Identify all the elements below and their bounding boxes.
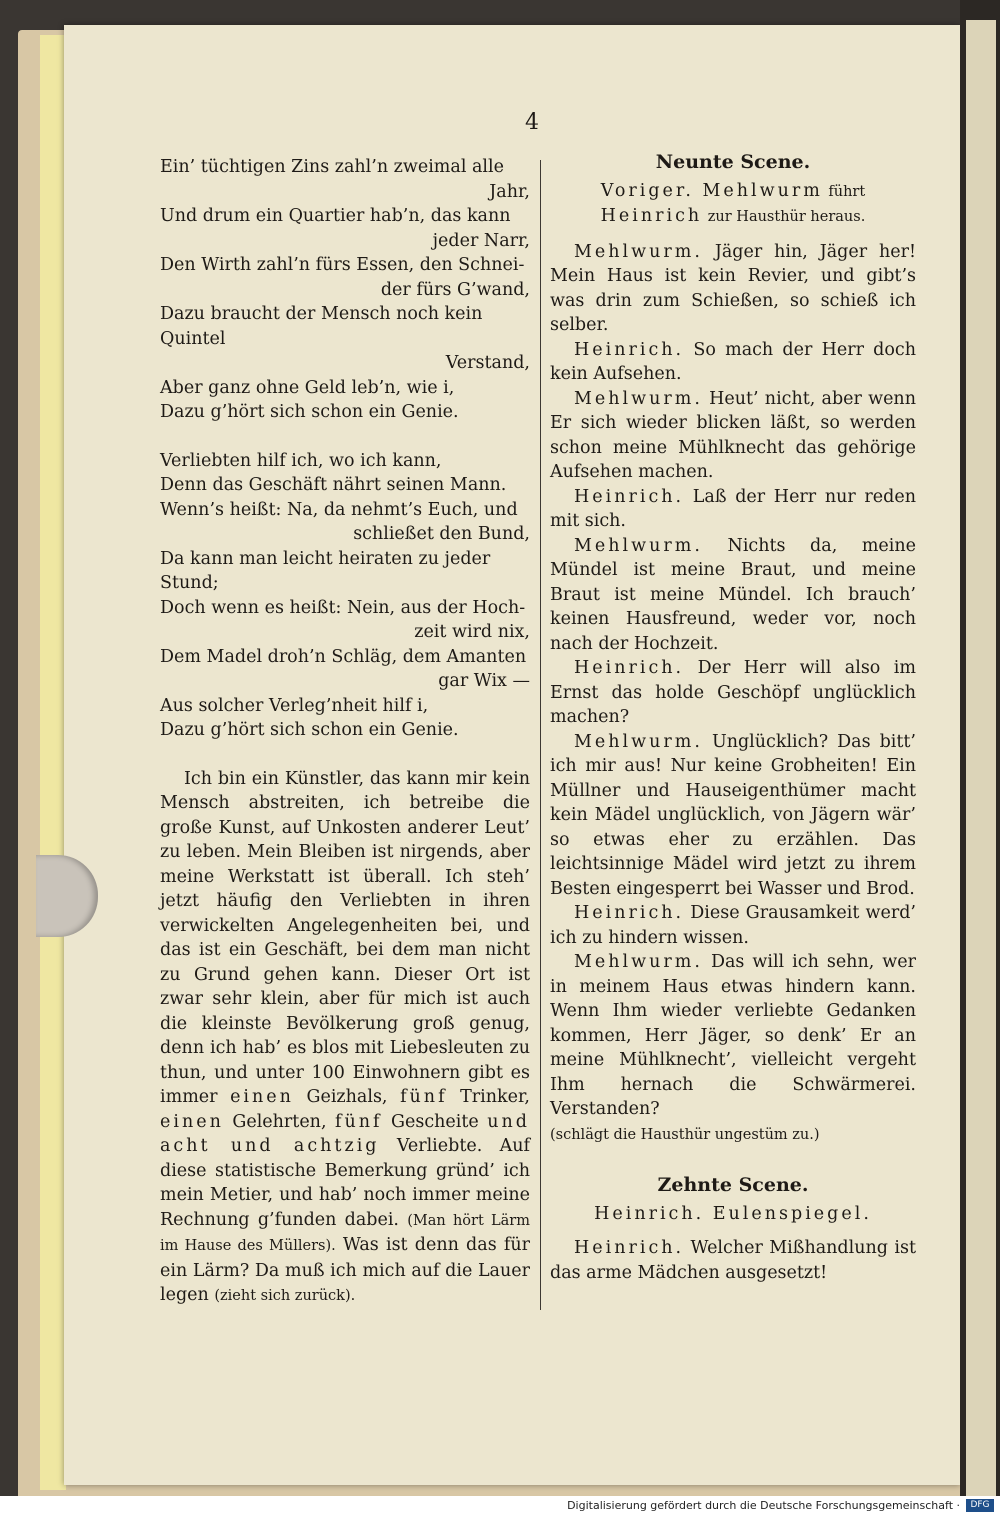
speaker: Mehlwurm. <box>574 388 703 409</box>
speech <box>550 901 916 950</box>
speech <box>550 387 916 485</box>
verse-stanza-1 <box>160 155 530 425</box>
verse-line: Aber ganz ohne Geld leb’n, wie i, <box>160 377 455 398</box>
adjacent-page-strip <box>966 20 996 1496</box>
prose-part: Verliebte. Auf diese statistische Bemerkung gründ’ ich mein Metier, und hab’ noch immer meine Rechnung g’funden dabei. <box>160 1136 530 1230</box>
stage-direction: (Man hört Lärm im Hause des Müllers). <box>160 1212 530 1254</box>
speech-text: Unglücklich? Das bitt’ ich mir aus! Nur keine Grobheiten! Ein Müllner und Hauseigenthümer macht kein Mädel unglücklich, von Jägern wär’ so etwas eher zu erzählen. Das leichtsinnige Mädel wird jetzt zu ihrem Besten eingesperrt bei Wasser und Brod. <box>550 731 916 899</box>
scene-title: Zehnte Scene. <box>657 1174 809 1196</box>
speech-text: Heut’ nicht, aber wenn Er sich wieder blicken läßt, so werden schon meine Mühlknecht das gehörige Aufsehen machen. <box>550 388 916 482</box>
speaker: Heinrich. <box>574 903 685 923</box>
speech-text: Nichts da, meine Mündel ist meine Braut, und meine Braut ist meine Mündel. Ich brauch’ keinen Hausfreund, weder vor, noch nach der Hochzeit. <box>550 535 916 654</box>
speech <box>550 950 916 1122</box>
speech <box>550 485 916 534</box>
verse-line: Da kann man leicht heiraten zu jeder Stund; <box>160 548 491 593</box>
speaker: Mehlwurm. <box>574 952 703 972</box>
speaker: Mehlwurm. <box>574 241 703 262</box>
verse-stanza-2 <box>160 449 530 743</box>
verse-line-continuation: Verstand, <box>445 353 530 373</box>
verse-line: Dazu g’hört sich schon ein Genie. <box>160 720 459 740</box>
speaker: Mehlwurm. <box>574 731 703 752</box>
prose-part: Ich bin ein Künstler, das kann mir kein Mensch abstreiten, ich betreibe die große Kunst, auf Unkosten anderer Leut’ zu leben. Mein Bleiben ist nirgends, aber meine Werkstatt ist überall. Ich steh’ jetzt häufig den Verliebten in ihren verwickelten Angelegenheiten bei, und das ist ein Geschäft, bei dem man nicht zu Grund gehen kann. Dieser Ort ist zwar sehr klein, aber für mich ist auch die kleinste Bevölkerung groß genug, denn ich hab’ es blos mit Liebesleuten zu thun, und unter 100 Einwohnern gibt es immer <box>160 768 530 1107</box>
verse-line: Ein’ tüchtigen Zins zahl’n zweimal alle <box>160 157 504 177</box>
dialogue <box>550 240 916 1122</box>
adjacent-page-edge <box>960 0 1000 1496</box>
verse-line: Dem Madel droh’n Schläg, dem Amanten <box>160 646 527 667</box>
spaced-word: fünf <box>400 1087 448 1107</box>
speech-text: Diese Grausamkeit werd’ ich zu hindern wissen. <box>550 903 916 948</box>
verse-line: Wenn’s heißt: Na, da nehmt’s Euch, und <box>160 499 518 520</box>
spaced-word: einen <box>160 1111 224 1132</box>
verse-line: Aus solcher Verleg’nheit hilf i, <box>160 695 429 716</box>
cast-names: Heinrich <box>600 206 703 226</box>
verse-line-continuation: jeder Narr, <box>432 230 530 251</box>
verse-line: Den Wirth zahl’n fürs Essen, den Schnei- <box>160 255 525 275</box>
speech <box>550 534 916 657</box>
spaced-word: und acht und achtzig <box>160 1111 530 1156</box>
speech <box>550 656 916 730</box>
spaced-word: fünf <box>335 1111 383 1132</box>
prose-part: Geizhals, <box>306 1087 388 1107</box>
speech-text: Laß der Herr nur reden mit sich. <box>550 486 916 531</box>
speaker: Heinrich. <box>574 1238 685 1258</box>
verse-line-continuation: zeit wird nix, <box>414 622 530 642</box>
column-divider <box>540 160 541 1310</box>
speech-text: Welcher Mißhandlung ist das arme Mädchen ausgesetzt! <box>550 1238 916 1283</box>
speech-text: Jäger hin, Jäger her! Mein Haus ist kein Revier, und gibt’s was drin zum Schießen, so schieß ich selber. <box>550 241 916 335</box>
verse-line: Dazu g’hört sich schon ein Genie. <box>160 402 459 422</box>
speech <box>550 240 916 338</box>
verse-line-continuation: Jahr, <box>489 181 530 202</box>
page-number: 4 <box>525 110 539 135</box>
stage-direction: zur Hausthür heraus. <box>707 209 866 225</box>
speech-text: Das will ich sehn, wer in meinem Haus etwas hindern kann. Wenn Ihm wieder verliebte Gedanken kommen, Herr Jäger, so denk’ Er an meine Mühlknecht’, vielleicht vergeht Ihm hernach die Schwärmerei. Verstanden? <box>550 952 916 1119</box>
right-column <box>550 150 916 1285</box>
speaker: Heinrich. <box>574 339 685 360</box>
speech <box>550 730 916 902</box>
spaced-word: einen <box>230 1087 294 1107</box>
verse-line: Und drum ein Quartier hab’n, das kann <box>160 206 511 226</box>
left-column <box>160 155 530 1309</box>
verse-line: Denn das Geschäft nährt seinen Mann. <box>160 475 507 495</box>
stage-direction: (schlägt die Hausthür ungestüm zu.) <box>550 1126 820 1143</box>
verse-line-continuation: gar Wix — <box>438 671 530 691</box>
verse-line-continuation: schließet den Bund, <box>353 524 530 544</box>
speech <box>550 1236 916 1285</box>
verse-line: Dazu braucht der Mensch noch kein Quintel <box>160 304 483 349</box>
speech <box>550 338 916 387</box>
prose-part: Was ist denn das für ein Lärm? Da muß ich mich auf die Lauer legen <box>160 1235 530 1305</box>
verse-line: Verliebten hilf ich, wo ich kann, <box>160 450 442 471</box>
verse-line-continuation: der fürs G’wand, <box>380 279 530 300</box>
speech-text: So mach der Herr doch kein Aufsehen. <box>550 339 916 384</box>
scene-cast <box>550 179 916 230</box>
speech-text: Der Herr will also im Ernst das holde Geschöpf unglücklich machen? <box>550 658 916 727</box>
closing-stage-direction <box>550 1122 916 1148</box>
scene-cast: Heinrich. Eulenspiegel. <box>594 1203 872 1224</box>
prose-part: Gelehrten, <box>232 1111 327 1132</box>
digitization-footer <box>0 1496 1000 1516</box>
stage-direction: (zieht sich zurück). <box>214 1288 356 1304</box>
speaker: Heinrich. <box>574 658 685 678</box>
scene-title: Neunte Scene. <box>655 151 811 173</box>
prose-part: Trinker, <box>460 1087 530 1107</box>
book-spine-edge <box>40 35 66 1490</box>
prose-part: Gescheite <box>391 1111 479 1132</box>
verse-line: Doch wenn es heißt: Nein, aus der Hoch- <box>160 597 526 618</box>
speaker: Heinrich. <box>574 486 685 507</box>
dfg-logo: DFG <box>966 1499 994 1512</box>
monologue-paragraph <box>160 767 530 1309</box>
footer-credit: Digitalisierung gefördert durch die Deutsche Forschungsgemeinschaft · <box>567 1499 960 1512</box>
stage-direction: führt <box>828 183 866 200</box>
speaker: Mehlwurm. <box>574 535 703 556</box>
cast-names: Voriger. Mehlwurm <box>600 180 823 201</box>
